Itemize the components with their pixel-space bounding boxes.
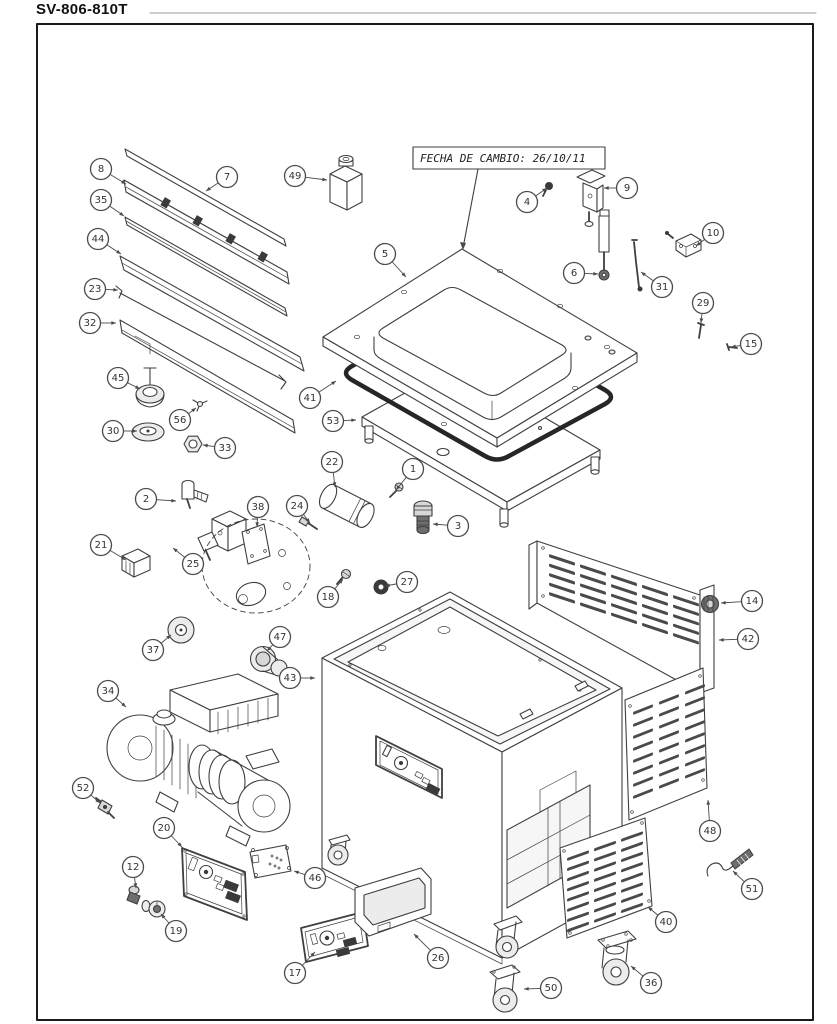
callout-36 bbox=[631, 966, 662, 994]
callout-8 bbox=[91, 159, 127, 185]
vacuum-pump bbox=[107, 674, 290, 846]
svg-text:30: 30 bbox=[106, 426, 120, 437]
callout-49 bbox=[285, 166, 328, 187]
switch-and-knob bbox=[127, 886, 165, 917]
svg-text:42: 42 bbox=[741, 634, 755, 645]
callout-35 bbox=[91, 190, 125, 217]
svg-text:50: 50 bbox=[544, 983, 558, 994]
callout-51 bbox=[733, 871, 763, 900]
callout-33 bbox=[203, 438, 236, 459]
callout-18 bbox=[318, 579, 344, 608]
side-vent-panel bbox=[625, 668, 707, 820]
svg-text:47: 47 bbox=[273, 632, 287, 643]
svg-text:34: 34 bbox=[101, 686, 115, 697]
svg-text:53: 53 bbox=[326, 416, 340, 427]
callout-25 bbox=[173, 548, 204, 575]
callout-19 bbox=[161, 914, 187, 942]
callout-14 bbox=[721, 591, 763, 612]
svg-text:26: 26 bbox=[431, 953, 445, 964]
callout-56 bbox=[170, 408, 197, 431]
svg-text:52: 52 bbox=[76, 783, 90, 794]
callout-52 bbox=[73, 778, 101, 804]
svg-text:43: 43 bbox=[283, 673, 297, 684]
svg-text:2: 2 bbox=[142, 494, 150, 505]
callout-27 bbox=[385, 572, 418, 593]
svg-text:23: 23 bbox=[88, 284, 102, 295]
svg-text:31: 31 bbox=[655, 282, 669, 293]
callout-46 bbox=[294, 868, 326, 889]
svg-text:22: 22 bbox=[325, 457, 339, 468]
callout-22 bbox=[322, 452, 343, 488]
callout-30 bbox=[103, 421, 138, 442]
oil-canister bbox=[330, 156, 362, 211]
page-title: SV-806-810T bbox=[36, 1, 128, 18]
svg-text:7: 7 bbox=[223, 172, 231, 183]
svg-text:33: 33 bbox=[218, 443, 232, 454]
svg-text:27: 27 bbox=[400, 577, 414, 588]
callout-5 bbox=[375, 244, 407, 278]
control-panel bbox=[182, 848, 247, 920]
callout-10 bbox=[696, 223, 724, 247]
svg-text:32: 32 bbox=[83, 318, 97, 329]
svg-text:25: 25 bbox=[186, 559, 200, 570]
svg-text:51: 51 bbox=[745, 884, 759, 895]
callout-1 bbox=[396, 459, 424, 491]
callout-9 bbox=[604, 178, 638, 199]
svg-text:17: 17 bbox=[288, 968, 302, 979]
callout-4 bbox=[517, 188, 548, 213]
callout-6 bbox=[564, 263, 599, 284]
callout-15 bbox=[731, 334, 762, 355]
svg-text:12: 12 bbox=[126, 862, 140, 873]
callout-42 bbox=[719, 629, 759, 650]
callout-37 bbox=[143, 635, 172, 661]
svg-text:44: 44 bbox=[91, 234, 105, 245]
svg-text:56: 56 bbox=[173, 415, 187, 426]
callout-53 bbox=[323, 411, 357, 432]
callout-31 bbox=[641, 272, 673, 298]
callout-48 bbox=[700, 800, 721, 842]
roller-coupler bbox=[168, 617, 287, 676]
svg-text:37: 37 bbox=[146, 645, 160, 656]
svg-text:36: 36 bbox=[644, 978, 658, 989]
callout-29 bbox=[693, 293, 714, 324]
revision-label bbox=[413, 147, 605, 250]
pneumatic-parts bbox=[122, 368, 317, 577]
svg-text:10: 10 bbox=[706, 228, 720, 239]
svg-text:29: 29 bbox=[696, 298, 710, 309]
svg-text:35: 35 bbox=[94, 195, 108, 206]
callout-12 bbox=[123, 857, 144, 889]
callout-2 bbox=[136, 489, 177, 510]
svg-text:40: 40 bbox=[659, 917, 673, 928]
svg-text:21: 21 bbox=[94, 540, 108, 551]
svg-text:19: 19 bbox=[169, 926, 183, 937]
callout-7 bbox=[206, 167, 238, 192]
svg-text:38: 38 bbox=[251, 502, 265, 513]
svg-text:14: 14 bbox=[745, 596, 759, 607]
callout-23 bbox=[85, 279, 119, 300]
callout-50 bbox=[524, 978, 562, 999]
svg-text:9: 9 bbox=[623, 183, 631, 194]
svg-text:24: 24 bbox=[290, 501, 304, 512]
svg-text:15: 15 bbox=[744, 339, 758, 350]
svg-text:1: 1 bbox=[409, 464, 417, 475]
svg-text:20: 20 bbox=[157, 823, 171, 834]
pcb-board bbox=[250, 845, 291, 878]
callout-47 bbox=[267, 627, 291, 652]
callout-26 bbox=[414, 934, 449, 969]
callout-34 bbox=[98, 681, 127, 708]
svg-text:49: 49 bbox=[288, 171, 302, 182]
callout-3 bbox=[433, 516, 469, 537]
callout-24 bbox=[287, 496, 311, 524]
diagram-artwork bbox=[37, 13, 816, 1020]
svg-text:6: 6 bbox=[570, 268, 578, 279]
svg-text:18: 18 bbox=[321, 592, 335, 603]
svg-text:46: 46 bbox=[308, 873, 322, 884]
svg-text:8: 8 bbox=[97, 164, 105, 175]
svg-text:4: 4 bbox=[523, 197, 531, 208]
svg-text:45: 45 bbox=[111, 373, 125, 384]
callout-17 bbox=[285, 952, 316, 984]
callout-38 bbox=[248, 497, 269, 528]
callout-21 bbox=[91, 535, 127, 561]
callout-41 bbox=[300, 381, 337, 409]
svg-text:3: 3 bbox=[454, 521, 462, 532]
svg-text:48: 48 bbox=[703, 826, 717, 837]
callout-45 bbox=[108, 368, 141, 390]
svg-text:5: 5 bbox=[381, 249, 389, 260]
revision-text: FECHA DE CAMBIO: 26/10/11 bbox=[420, 152, 586, 165]
callout-40 bbox=[648, 907, 677, 933]
callout-32 bbox=[80, 313, 117, 334]
callout-43 bbox=[280, 668, 316, 689]
callout-20 bbox=[154, 818, 183, 848]
callout-44 bbox=[88, 229, 122, 255]
svg-text:41: 41 bbox=[303, 393, 317, 404]
